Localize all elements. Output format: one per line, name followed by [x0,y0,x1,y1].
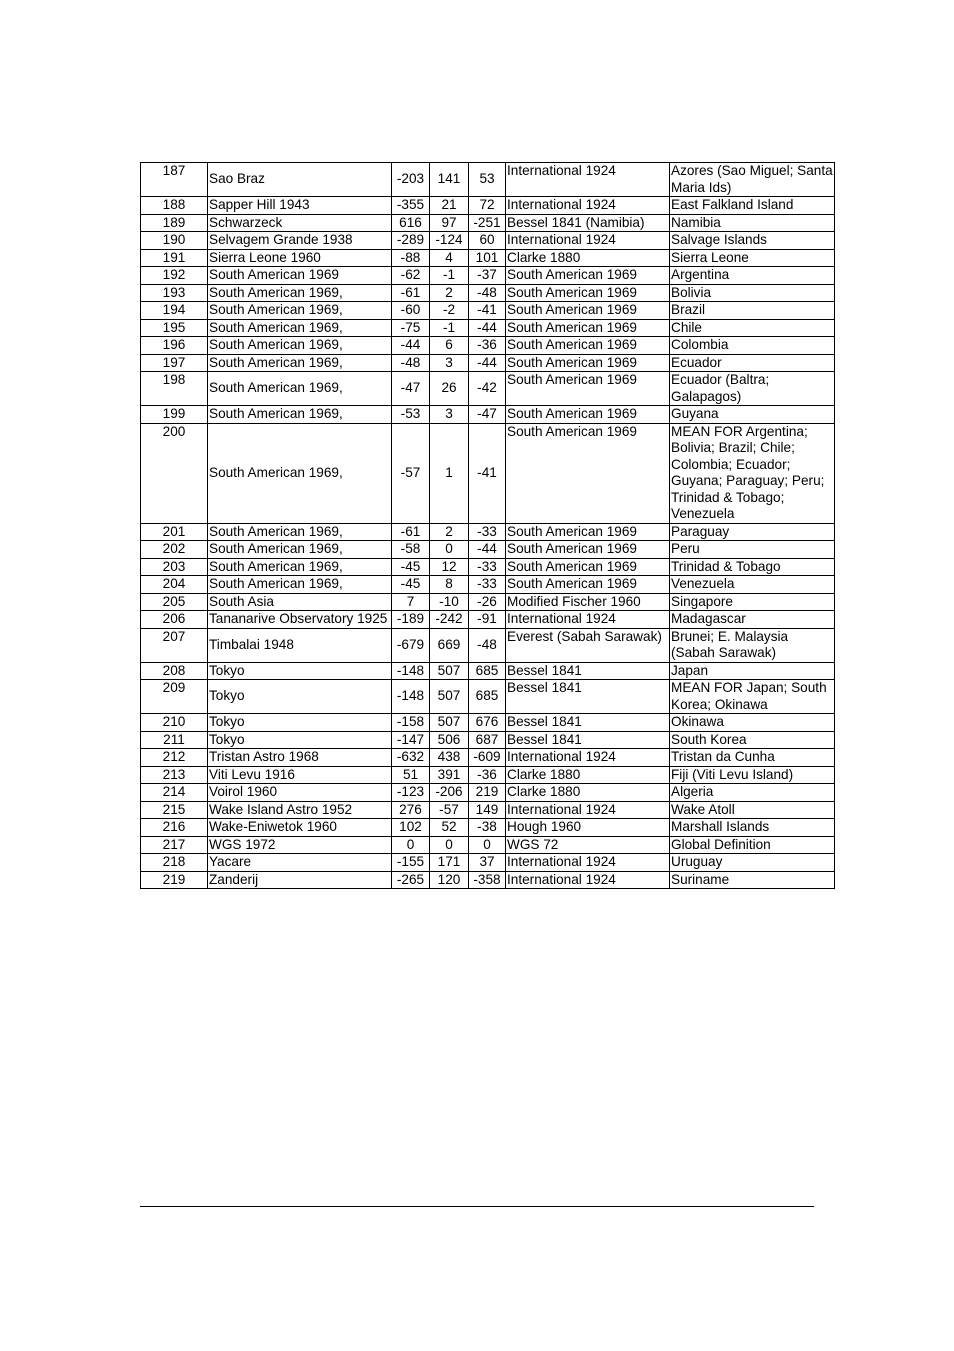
row-number-cell: 192 [141,267,208,285]
datum-name-cell: South American 1969, [208,423,392,523]
delta-x-cell: -158 [392,714,430,732]
delta-y-cell: 6 [430,337,469,355]
area-cell: Singapore [670,593,835,611]
ellipsoid-cell: South American 1969 [506,372,670,406]
table-row [141,836,835,854]
area-cell: Suriname [670,871,835,889]
ellipsoid-cell: Everest (Sabah Sarawak) [506,628,670,662]
datum-name-cell: South American 1969, [208,372,392,406]
delta-z-cell: 53 [469,163,506,197]
delta-z-cell: 687 [469,731,506,749]
delta-x-cell: -123 [392,784,430,802]
table-row [141,680,835,714]
area-cell: Madagascar [670,611,835,629]
datum-name-cell: Wake Island Astro 1952 [208,801,392,819]
row-number-cell: 217 [141,836,208,854]
area-cell: Marshall Islands [670,819,835,837]
datum-name-cell: Tananarive Observatory 1925 [208,611,392,629]
delta-y-cell: 4 [430,249,469,267]
delta-z-cell: 101 [469,249,506,267]
table-row [141,337,835,355]
delta-x-cell: -189 [392,611,430,629]
delta-z-cell: -26 [469,593,506,611]
datum-name-cell: South American 1969, [208,319,392,337]
table-row [141,784,835,802]
delta-z-cell: -44 [469,354,506,372]
area-cell: Algeria [670,784,835,802]
datum-name-cell: South American 1969, [208,541,392,559]
delta-x-cell: -62 [392,267,430,285]
table-row [141,558,835,576]
row-number-cell: 209 [141,680,208,714]
delta-x-cell: -289 [392,232,430,250]
delta-z-cell: -33 [469,523,506,541]
area-cell: Brazil [670,302,835,320]
ellipsoid-cell: Bessel 1841 [506,662,670,680]
row-number-cell: 188 [141,197,208,215]
delta-z-cell: -42 [469,372,506,406]
delta-z-cell: -36 [469,337,506,355]
delta-z-cell: -36 [469,766,506,784]
area-cell: Okinawa [670,714,835,732]
row-number-cell: 201 [141,523,208,541]
table-row [141,662,835,680]
ellipsoid-cell: South American 1969 [506,284,670,302]
datum-name-cell: South American 1969, [208,523,392,541]
datum-name-cell: Voirol 1960 [208,784,392,802]
delta-z-cell: 685 [469,680,506,714]
delta-x-cell: -47 [392,372,430,406]
ellipsoid-cell: International 1924 [506,197,670,215]
datum-name-cell: South American 1969, [208,284,392,302]
ellipsoid-cell: Bessel 1841 [506,714,670,732]
delta-y-cell: 0 [430,836,469,854]
datum-name-cell: Tokyo [208,714,392,732]
delta-z-cell: 685 [469,662,506,680]
datum-name-cell: South American 1969, [208,406,392,424]
delta-y-cell: 506 [430,731,469,749]
footer-divider [140,1206,814,1207]
delta-x-cell: 102 [392,819,430,837]
ellipsoid-cell: South American 1969 [506,558,670,576]
delta-x-cell: -53 [392,406,430,424]
delta-x-cell: -61 [392,523,430,541]
datum-name-cell: South American 1969 [208,267,392,285]
delta-z-cell: -41 [469,302,506,320]
row-number-cell: 214 [141,784,208,802]
table-row [141,197,835,215]
ellipsoid-cell: South American 1969 [506,523,670,541]
table-body [141,163,835,889]
delta-z-cell: 37 [469,854,506,872]
table-row [141,523,835,541]
row-number-cell: 190 [141,232,208,250]
datum-parameters-table [140,162,835,889]
delta-y-cell: 52 [430,819,469,837]
delta-y-cell: 438 [430,749,469,767]
delta-y-cell: -1 [430,267,469,285]
delta-z-cell: -48 [469,628,506,662]
ellipsoid-cell: Clarke 1880 [506,249,670,267]
row-number-cell: 200 [141,423,208,523]
delta-z-cell: -47 [469,406,506,424]
datum-name-cell: Tristan Astro 1968 [208,749,392,767]
area-cell: Uruguay [670,854,835,872]
delta-z-cell: -41 [469,423,506,523]
table-row [141,302,835,320]
area-cell: MEAN FOR Argentina; Bolivia; Brazil; Chile; Colombia; Ecuador; Guyana; Paraguay; Peru; Trinidad & Tobago; Venezuela [670,423,835,523]
delta-y-cell: 26 [430,372,469,406]
row-number-cell: 211 [141,731,208,749]
delta-y-cell: -206 [430,784,469,802]
area-cell: Venezuela [670,576,835,594]
ellipsoid-cell: South American 1969 [506,423,670,523]
area-cell: Guyana [670,406,835,424]
area-cell: Peru [670,541,835,559]
delta-z-cell: -38 [469,819,506,837]
table-row [141,611,835,629]
delta-y-cell: -2 [430,302,469,320]
row-number-cell: 202 [141,541,208,559]
area-cell: MEAN FOR Japan; South Korea; Okinawa [670,680,835,714]
ellipsoid-cell: International 1924 [506,871,670,889]
table-row [141,232,835,250]
delta-y-cell: -1 [430,319,469,337]
area-cell: Tristan da Cunha [670,749,835,767]
table-row [141,319,835,337]
delta-y-cell: 141 [430,163,469,197]
delta-x-cell: -155 [392,854,430,872]
row-number-cell: 208 [141,662,208,680]
table-row [141,284,835,302]
delta-y-cell: 1 [430,423,469,523]
delta-z-cell: -358 [469,871,506,889]
table-row [141,541,835,559]
ellipsoid-cell: Bessel 1841 [506,680,670,714]
datum-name-cell: South American 1969, [208,302,392,320]
delta-y-cell: 171 [430,854,469,872]
delta-x-cell: -148 [392,662,430,680]
delta-y-cell: -124 [430,232,469,250]
datum-name-cell: Yacare [208,854,392,872]
delta-x-cell: -355 [392,197,430,215]
delta-x-cell: -48 [392,354,430,372]
datum-name-cell: Wake-Eniwetok 1960 [208,819,392,837]
table-row [141,819,835,837]
datum-name-cell: Tokyo [208,662,392,680]
ellipsoid-cell: South American 1969 [506,406,670,424]
ellipsoid-cell: International 1924 [506,232,670,250]
area-cell: Brunei; E. Malaysia (Sabah Sarawak) [670,628,835,662]
area-cell: Namibia [670,214,835,232]
delta-z-cell: -609 [469,749,506,767]
table-row [141,423,835,523]
delta-x-cell: -45 [392,558,430,576]
delta-z-cell: -33 [469,576,506,594]
delta-x-cell: -203 [392,163,430,197]
row-number-cell: 197 [141,354,208,372]
delta-y-cell: 8 [430,576,469,594]
delta-x-cell: -44 [392,337,430,355]
datum-name-cell: South American 1969, [208,337,392,355]
delta-y-cell: 3 [430,354,469,372]
delta-y-cell: 120 [430,871,469,889]
delta-x-cell: 51 [392,766,430,784]
row-number-cell: 218 [141,854,208,872]
row-number-cell: 198 [141,372,208,406]
datum-name-cell: WGS 1972 [208,836,392,854]
row-number-cell: 215 [141,801,208,819]
table-row [141,267,835,285]
ellipsoid-cell: Hough 1960 [506,819,670,837]
table-row [141,593,835,611]
delta-y-cell: 391 [430,766,469,784]
delta-y-cell: 0 [430,541,469,559]
delta-z-cell: -33 [469,558,506,576]
area-cell: Salvage Islands [670,232,835,250]
delta-z-cell: -48 [469,284,506,302]
datum-name-cell: Tokyo [208,731,392,749]
delta-x-cell: -147 [392,731,430,749]
area-cell: Global Definition [670,836,835,854]
area-cell: Japan [670,662,835,680]
delta-x-cell: -88 [392,249,430,267]
datum-name-cell: Timbalai 1948 [208,628,392,662]
ellipsoid-cell: International 1924 [506,749,670,767]
table-row [141,354,835,372]
table-row [141,801,835,819]
delta-z-cell: 149 [469,801,506,819]
ellipsoid-cell: International 1924 [506,801,670,819]
delta-z-cell: -91 [469,611,506,629]
table-row [141,249,835,267]
row-number-cell: 187 [141,163,208,197]
delta-y-cell: 3 [430,406,469,424]
delta-z-cell: 676 [469,714,506,732]
ellipsoid-cell: South American 1969 [506,337,670,355]
table-row [141,871,835,889]
datum-name-cell: South American 1969, [208,576,392,594]
datum-name-cell: Tokyo [208,680,392,714]
area-cell: Paraguay [670,523,835,541]
delta-x-cell: -679 [392,628,430,662]
delta-z-cell: 72 [469,197,506,215]
area-cell: Colombia [670,337,835,355]
row-number-cell: 216 [141,819,208,837]
row-number-cell: 213 [141,766,208,784]
datum-name-cell: Sierra Leone 1960 [208,249,392,267]
area-cell: Chile [670,319,835,337]
delta-x-cell: -265 [392,871,430,889]
table-row [141,766,835,784]
delta-y-cell: -242 [430,611,469,629]
delta-y-cell: 507 [430,680,469,714]
delta-x-cell: -45 [392,576,430,594]
table-row [141,576,835,594]
delta-z-cell: -37 [469,267,506,285]
datum-name-cell: South American 1969, [208,558,392,576]
delta-x-cell: -57 [392,423,430,523]
ellipsoid-cell: Bessel 1841 [506,731,670,749]
datum-name-cell: Sao Braz [208,163,392,197]
table-row [141,214,835,232]
area-cell: South Korea [670,731,835,749]
delta-y-cell: 507 [430,714,469,732]
row-number-cell: 207 [141,628,208,662]
row-number-cell: 203 [141,558,208,576]
table-row [141,749,835,767]
ellipsoid-cell: South American 1969 [506,576,670,594]
ellipsoid-cell: South American 1969 [506,302,670,320]
row-number-cell: 195 [141,319,208,337]
delta-y-cell: -57 [430,801,469,819]
delta-x-cell: 276 [392,801,430,819]
area-cell: Argentina [670,267,835,285]
area-cell: Fiji (Viti Levu Island) [670,766,835,784]
delta-y-cell: 12 [430,558,469,576]
ellipsoid-cell: Modified Fischer 1960 [506,593,670,611]
ellipsoid-cell: South American 1969 [506,541,670,559]
datum-name-cell: Viti Levu 1916 [208,766,392,784]
ellipsoid-cell: South American 1969 [506,319,670,337]
delta-x-cell: -632 [392,749,430,767]
table-row [141,628,835,662]
ellipsoid-cell: International 1924 [506,163,670,197]
delta-y-cell: 669 [430,628,469,662]
table-row [141,163,835,197]
delta-z-cell: -251 [469,214,506,232]
table-row [141,406,835,424]
ellipsoid-cell: WGS 72 [506,836,670,854]
delta-x-cell: -148 [392,680,430,714]
row-number-cell: 193 [141,284,208,302]
delta-x-cell: 0 [392,836,430,854]
datum-name-cell: Zanderij [208,871,392,889]
delta-x-cell: -75 [392,319,430,337]
delta-y-cell: 97 [430,214,469,232]
table-row [141,731,835,749]
table-row [141,372,835,406]
delta-z-cell: 60 [469,232,506,250]
delta-y-cell: 2 [430,284,469,302]
delta-x-cell: -61 [392,284,430,302]
datum-name-cell: Sapper Hill 1943 [208,197,392,215]
row-number-cell: 206 [141,611,208,629]
ellipsoid-cell: South American 1969 [506,267,670,285]
table-row [141,854,835,872]
delta-x-cell: -58 [392,541,430,559]
delta-y-cell: 2 [430,523,469,541]
delta-z-cell: -44 [469,319,506,337]
delta-y-cell: -10 [430,593,469,611]
row-number-cell: 212 [141,749,208,767]
datum-name-cell: Schwarzeck [208,214,392,232]
area-cell: Trinidad & Tobago [670,558,835,576]
ellipsoid-cell: Bessel 1841 (Namibia) [506,214,670,232]
table-row [141,714,835,732]
ellipsoid-cell: Clarke 1880 [506,784,670,802]
area-cell: Azores (Sao Miguel; Santa Maria Ids) [671,163,833,195]
delta-z-cell: 0 [469,836,506,854]
row-number-cell: 199 [141,406,208,424]
row-number-cell: 210 [141,714,208,732]
ellipsoid-cell: International 1924 [506,611,670,629]
row-number-cell: 194 [141,302,208,320]
delta-y-cell: 507 [430,662,469,680]
delta-x-cell: 7 [392,593,430,611]
area-cell: Wake Atoll [670,801,835,819]
area-cell: Ecuador [670,354,835,372]
ellipsoid-cell: Clarke 1880 [506,766,670,784]
datum-name-cell: South Asia [208,593,392,611]
ellipsoid-cell: South American 1969 [506,354,670,372]
delta-z-cell: 219 [469,784,506,802]
row-number-cell: 189 [141,214,208,232]
datum-name-cell: South American 1969, [208,354,392,372]
delta-z-cell: -44 [469,541,506,559]
row-number-cell: 219 [141,871,208,889]
row-number-cell: 191 [141,249,208,267]
delta-x-cell: -60 [392,302,430,320]
row-number-cell: 204 [141,576,208,594]
area-cell: Ecuador (Baltra; Galapagos) [670,372,835,406]
row-number-cell: 196 [141,337,208,355]
area-cell: East Falkland Island [670,197,835,215]
delta-x-cell: 616 [392,214,430,232]
row-number-cell: 205 [141,593,208,611]
datum-name-cell: Selvagem Grande 1938 [208,232,392,250]
ellipsoid-cell: International 1924 [506,854,670,872]
delta-y-cell: 21 [430,197,469,215]
area-cell: Sierra Leone [670,249,835,267]
area-cell: Bolivia [670,284,835,302]
